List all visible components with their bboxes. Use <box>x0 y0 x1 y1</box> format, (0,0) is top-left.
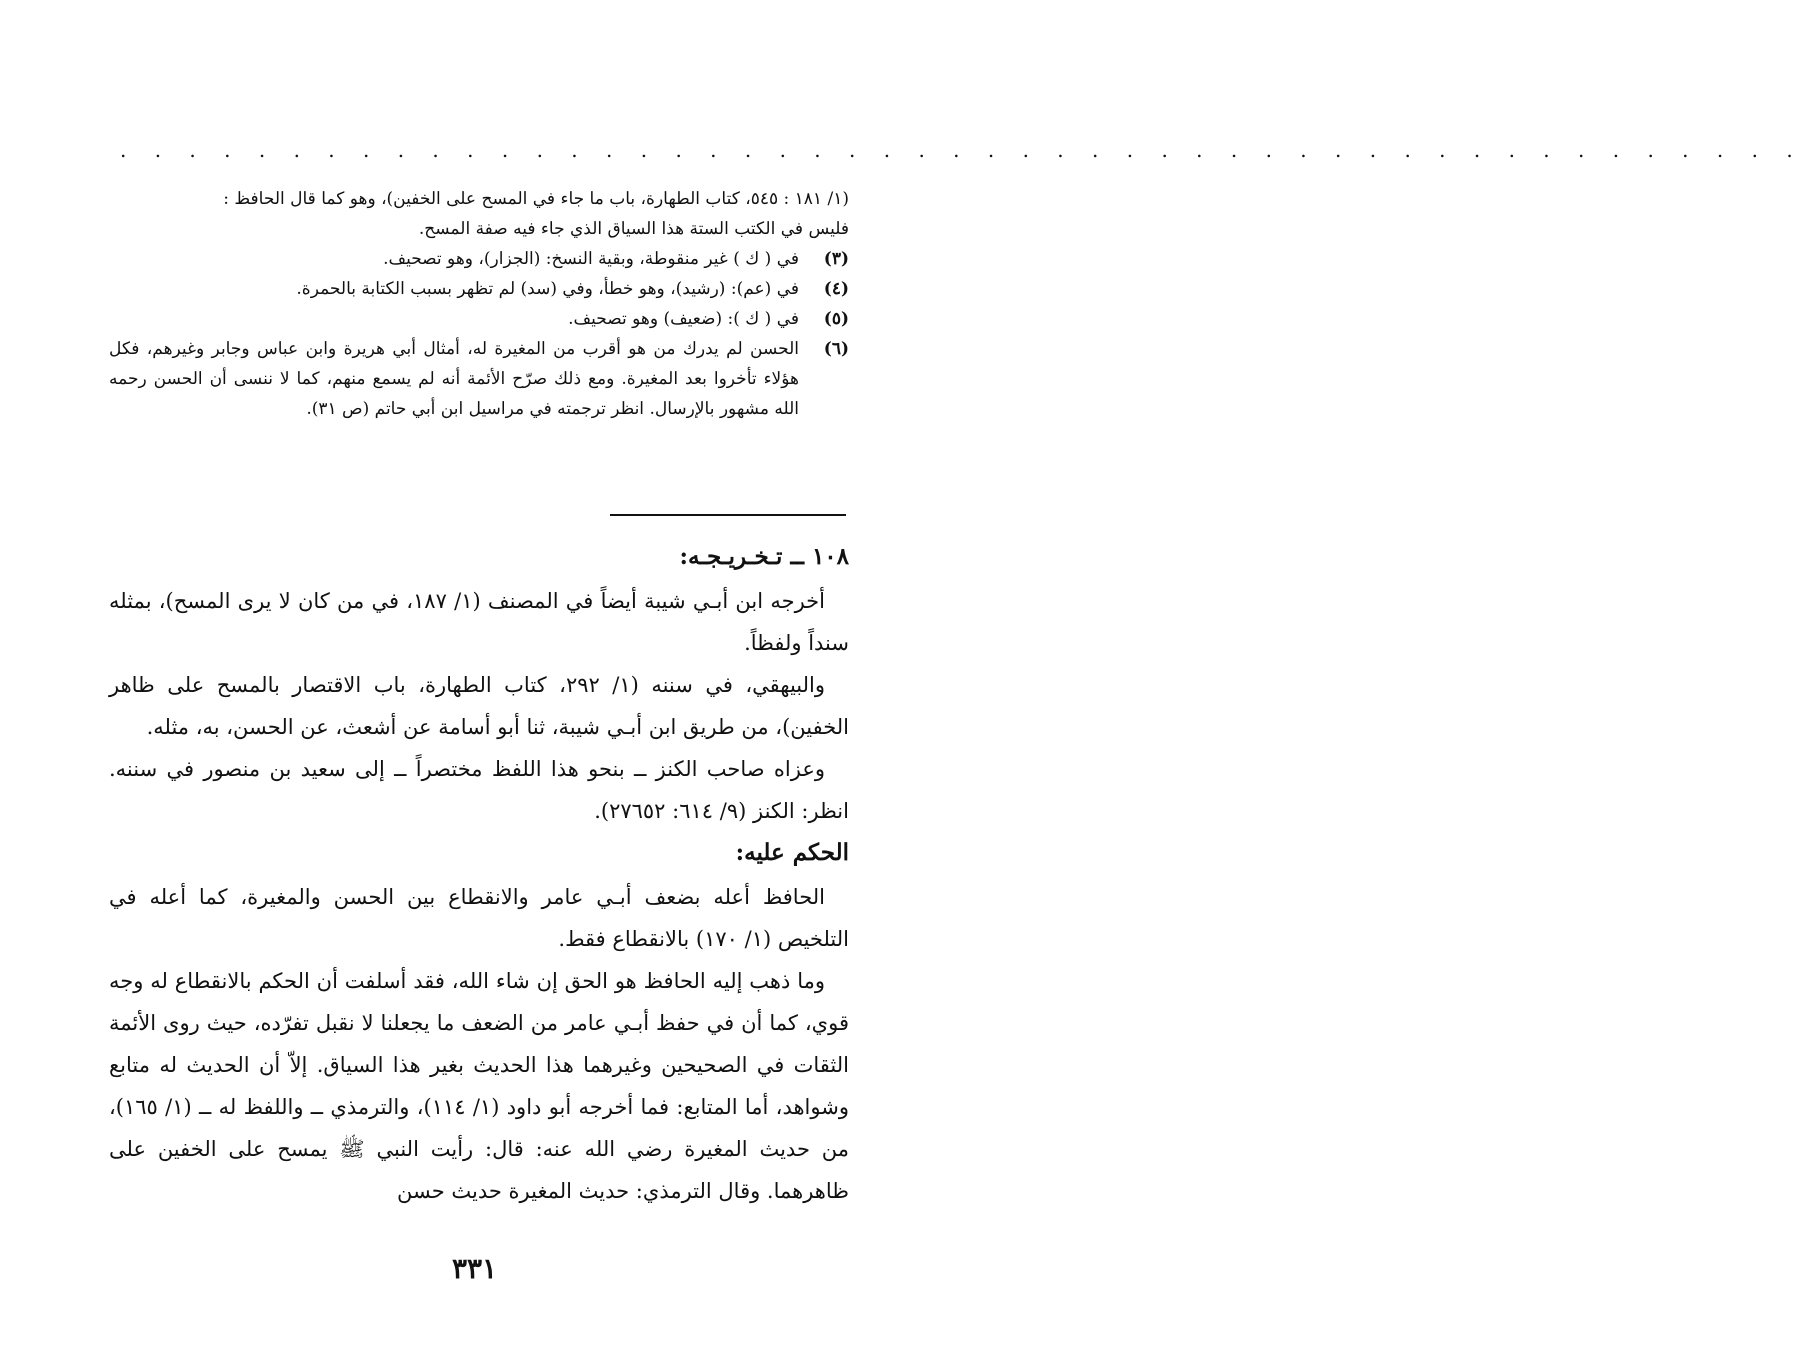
footnote-number: (٣) <box>823 249 849 269</box>
footnote-number: (٤) <box>823 279 849 299</box>
footnote-number: (٥) <box>823 309 849 329</box>
section-heading-hukm: الحكم عليه: <box>735 839 849 866</box>
footnote-number: (٦) <box>823 339 849 359</box>
paragraph: أخرجه ابن أبـي شيبة أيضاً في المصنف (١/ ١٨٧، في من كان لا يرى المسح)، بمثله سنداً ولفظاً. <box>109 589 849 655</box>
paragraph: الحافظ أعله بضعف أبـي عامر والانقطاع بين الحسن والمغيرة، كما أعله في التلخيص (١/ ١٧٠) بالانقطاع فقط. <box>109 885 849 951</box>
footnote-text: في ( ك ): (ضعيف) وهو تصحيف. <box>568 309 799 329</box>
paragraph: وما ذهب إليه الحافظ هو الحق إن شاء الله، فقد أسلفت أن الحكم بالانقطاع له وجه قوي، كما أن في حفظ أبـي عامر من الضعف ما يجعلنا لا نقبل تفرّده، حيث روى الأئمة الثقات في الصحيحين وغيرهما هذا الحديث بغير هذا السياق. إلاّ أن الحديث له متابع وشواهد، أما المتابع: فما أخرجه أبو داود (١/ ١١٤)، والترمذي ــ واللفظ له ــ (١/ ١٦٥)، من حديث المغيرة رضي الله عنه: قال: رأيت النبي ﷺ يمسح على الخفين على ظاهرهما. وقال الترمذي: حديث المغيرة حديث حسن <box>109 969 849 1203</box>
footnote-separator-dots: . . . . . . . . . . . . . . . . . . . . . . . . . . . . . . . . . . . . . . . . . . . . . . . . . <box>120 138 1804 162</box>
main-text <box>109 536 849 1212</box>
footnote-5 <box>109 304 849 334</box>
paragraph: والبيهقي، في سننه (١/ ٢٩٢، كتاب الطهارة، باب الاقتصار بالمسح على ظاهر الخفين)، من طريق ابن أبـي شيبة، ثنا أبو أسامة عن أشعث، عن الحسن، به، مثله. <box>109 673 849 739</box>
footnote-text: في (عم): (رشيد)، وهو خطأ، وفي (سد) لم تظهر بسبب الكتابة بالحمرة. <box>296 279 799 299</box>
section-heading-takhrij: ١٠٨ ــ تـخـريـجـه: <box>679 543 849 570</box>
footnote-text: الحسن لم يدرك من هو أقرب من المغيرة له، أمثال أبي هريرة وابن عباس وجابر وغيرهم، فكل هؤلاء تأخروا بعد المغيرة. ومع ذلك صرّح الأئمة أنه لم يسمع منهم، كما لا ننسى أن الحسن رحمه الله مشهور بالإرسال. انظر ترجمته في مراسيل ابن أبي حاتم (ص ٣١). <box>109 339 799 419</box>
footnotes-section <box>109 184 849 424</box>
page-number: ٣٣١ <box>451 1252 498 1285</box>
footnote-4 <box>109 274 849 304</box>
footnote-6 <box>109 334 849 424</box>
section-divider <box>610 514 846 516</box>
footnote-continuation-line: (١/ ١٨١ : ٥٤٥، كتاب الطهارة، باب ما جاء في المسح على الخفين)، وهو كما قال الحافظ : <box>223 189 849 209</box>
footnote-text: في ( ك ) غير منقوطة، وبقية النسخ: (الجزار)، وهو تصحيف. <box>383 249 799 269</box>
footnote-continuation-line: فليس في الكتب الستة هذا السياق الذي جاء فيه صفة المسح. <box>418 219 849 239</box>
footnote-3 <box>109 244 849 274</box>
paragraph: وعزاه صاحب الكنز ــ بنحو هذا اللفظ مختصراً ــ إلى سعيد بن منصور في سننه. انظر: الكنز (٩/ ٦١٤: ٢٧٦٥٢). <box>109 757 849 823</box>
